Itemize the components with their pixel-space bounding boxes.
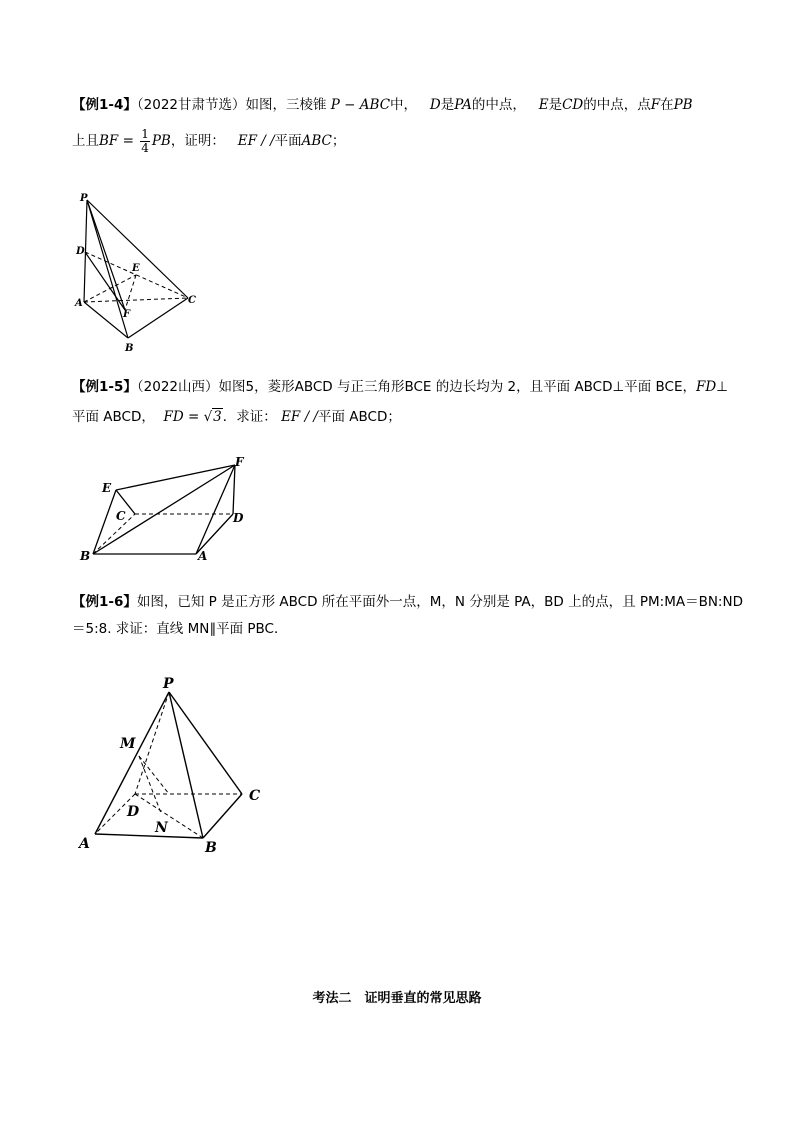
ex14-text: 在 bbox=[660, 97, 674, 113]
ex15-text: 如图5，菱形ABCD 与正三角形BCE 的边长均为 2，且平面 ABCD⊥平面 BCE， bbox=[218, 379, 697, 395]
edge-ef-hidden bbox=[125, 275, 136, 310]
section-heading: 考法二 证明垂直的常见思路 bbox=[312, 991, 482, 1006]
edge-mn-hidden bbox=[139, 756, 161, 813]
edge-ad bbox=[196, 514, 233, 554]
sqrt-3: √3 bbox=[203, 409, 222, 425]
ex14-text: 是 bbox=[440, 97, 455, 113]
edge-db-hidden bbox=[135, 794, 203, 838]
figure-rhombus-prism bbox=[78, 450, 258, 570]
label-p: P bbox=[80, 193, 88, 204]
edge-bc bbox=[203, 794, 242, 838]
ex15-line1 bbox=[72, 378, 728, 396]
label-f: F bbox=[123, 309, 131, 320]
edge-pc bbox=[169, 692, 242, 794]
math-pa: PA bbox=[454, 97, 472, 113]
ex16-line1 bbox=[72, 593, 743, 611]
ex14-text: 的中点，点 bbox=[583, 97, 651, 113]
math-d: D bbox=[429, 97, 441, 113]
fraction-one-quarter bbox=[140, 128, 150, 155]
edge-ef bbox=[116, 465, 235, 490]
edge-bf bbox=[93, 465, 235, 554]
ex14-text: 如图，三棱锥 bbox=[245, 97, 327, 113]
math-bf: BF = bbox=[99, 133, 134, 149]
label-d: D bbox=[233, 511, 244, 525]
ex16-text: 如图，已知 P 是正方形 ABCD 所在平面外一点，M，N 分别是 PA，BD 上的点，且 PM:MA＝BN:ND bbox=[136, 594, 743, 610]
label-c: C bbox=[188, 295, 196, 306]
math-f: F bbox=[650, 97, 661, 113]
ex14-text: ； bbox=[331, 133, 346, 149]
ex14-text: 是 bbox=[548, 97, 563, 113]
ex16-line2 bbox=[72, 620, 287, 638]
ex14-tag: 【例1-4】 bbox=[72, 97, 137, 113]
ex14-line1 bbox=[72, 96, 693, 114]
label-a: A bbox=[198, 549, 208, 563]
math-cd: CD bbox=[562, 97, 584, 113]
math-abc: ABC bbox=[301, 133, 332, 149]
perp-symbol: ⊥ bbox=[716, 379, 728, 395]
math-ef: EF / / bbox=[237, 133, 275, 149]
edge-eb bbox=[93, 490, 116, 554]
edge-ab bbox=[84, 302, 128, 338]
label-m: M bbox=[120, 736, 136, 752]
label-f: F bbox=[235, 455, 244, 469]
label-n: N bbox=[155, 820, 168, 836]
edge-ab bbox=[95, 834, 203, 838]
label-b: B bbox=[205, 840, 217, 856]
edge-af bbox=[196, 465, 235, 554]
ex14-text: 中， bbox=[390, 97, 418, 113]
ex15-text: ．求证： bbox=[222, 409, 277, 425]
math-pabc: P − ABC bbox=[330, 97, 391, 113]
ex16-text: ＝5:8. 求证：直线 MN∥平面 PBC． bbox=[72, 621, 288, 637]
math-ef: EF / / bbox=[281, 409, 318, 425]
ex14-text: 平面 bbox=[274, 133, 302, 149]
label-b: B bbox=[80, 549, 91, 563]
ex15-line2 bbox=[72, 406, 401, 428]
label-a: A bbox=[79, 836, 90, 852]
label-p: P bbox=[163, 676, 174, 692]
edge-ac-hidden bbox=[84, 298, 188, 302]
sqrt-radicand: 3 bbox=[213, 409, 222, 425]
figure-square-pyramid bbox=[75, 670, 275, 860]
ex14-text: ，证明： bbox=[170, 133, 225, 149]
label-c: C bbox=[116, 509, 126, 523]
math-fd-eq: FD = bbox=[163, 409, 200, 425]
ex14-source: （2022甘肃节选） bbox=[136, 97, 246, 113]
label-c: C bbox=[249, 788, 261, 804]
figure-tetrahedron-pabc bbox=[70, 190, 200, 355]
label-d: D bbox=[127, 804, 140, 820]
edge-aux-hidden bbox=[139, 756, 169, 794]
label-e: E bbox=[132, 263, 140, 274]
ex16-tag: 【例1-6】 bbox=[72, 594, 137, 610]
ex15-text: 平面 ABCD， bbox=[72, 409, 155, 425]
edge-bc bbox=[128, 298, 188, 338]
edge-pd-hidden bbox=[135, 692, 169, 794]
edge-df bbox=[233, 465, 235, 514]
label-b: B bbox=[125, 343, 134, 354]
frac-num: 1 bbox=[141, 126, 149, 141]
ex14-line2 bbox=[72, 126, 345, 156]
ex14-text: 上且 bbox=[72, 133, 99, 149]
math-pb: PB bbox=[673, 97, 693, 113]
ex15-text: 平面 ABCD； bbox=[317, 409, 401, 425]
edge-bc-hidden bbox=[93, 514, 135, 554]
math-e: E bbox=[538, 97, 549, 113]
math-pb2: PB bbox=[151, 133, 171, 149]
ex15-source: （2022山西） bbox=[136, 379, 219, 395]
label-a: A bbox=[75, 298, 83, 309]
ex15-tag: 【例1-5】 bbox=[72, 379, 137, 395]
label-e: E bbox=[102, 481, 112, 495]
ex14-text: 的中点， bbox=[471, 97, 526, 113]
math-fd: FD bbox=[696, 379, 717, 395]
edge-pb bbox=[169, 692, 203, 838]
frac-den: 4 bbox=[141, 140, 149, 155]
label-d: D bbox=[76, 246, 85, 257]
